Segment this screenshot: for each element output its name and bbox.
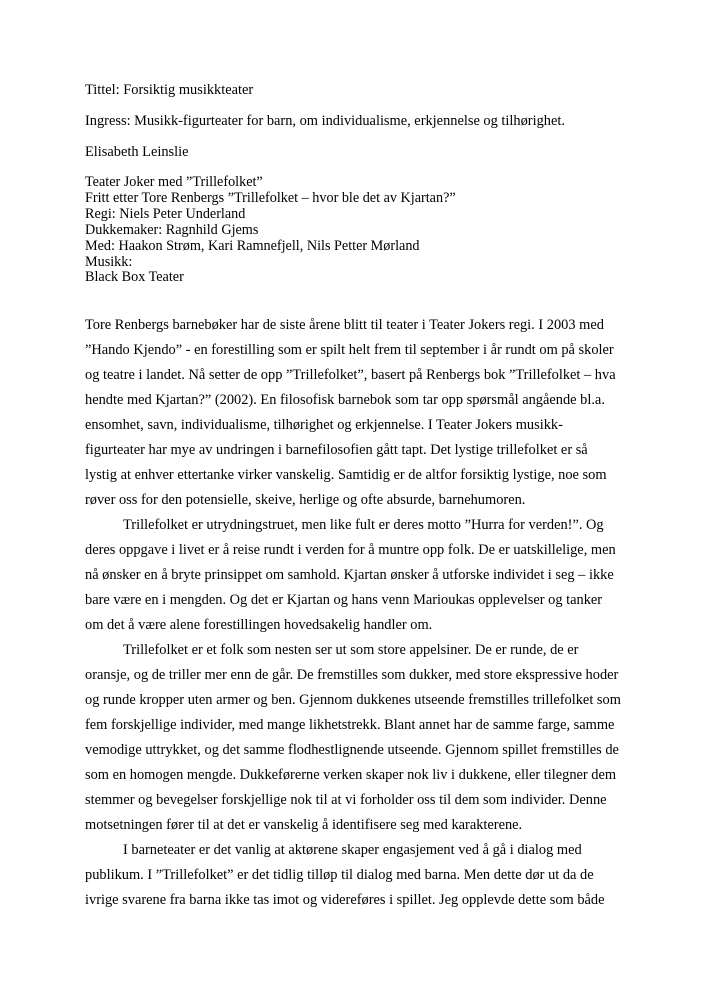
document-title-line: Tittel: Forsiktig musikkteater bbox=[85, 82, 254, 98]
credit-line-cast: Med: Haakon Strøm, Kari Ramnefjell, Nils Petter Mørland bbox=[85, 237, 420, 254]
document-ingress-line: Ingress: Musikk-figurteater for barn, om individualisme, erkjennelse og tilhørighet. bbox=[85, 113, 565, 129]
credit-line-music: Musikk: bbox=[85, 253, 133, 270]
author-line: Elisabeth Leinslie bbox=[85, 144, 189, 160]
credits-block bbox=[85, 175, 622, 286]
article-body bbox=[85, 313, 622, 913]
body-paragraph-3: Trillefolket er et folk som nesten ser ut som store appelsiner. De er runde, de er oransje, og de triller mer enn de går. De fremstilles som dukker, med store ekspressive hoder og runde kropper uten armer og ben. Gjennom dukkenes utseende fremstilles trillefolket som fem forskjellige individer, med mange likhetstrekk. Blant annet har de samme farge, samme vemodige uttrykket, og det samme flodhestlignende utseende. Gjennom spillet fremstilles de som en homogen mengde. Dukkeførerne verken skaper nok liv i dukkene, eller tilegner dem stemmer og bevegelser forskjellige nok til at vi forholder oss til dem som individer. Denne motsetningen fører til at det er vanskelig å identifisere seg med karakterene. bbox=[85, 642, 621, 834]
credit-line-production: Teater Joker med ”Trillefolket” bbox=[85, 174, 263, 190]
credit-line-puppetmaker: Dukkemaker: Ragnhild Gjems bbox=[85, 221, 259, 238]
body-paragraph-4: I barneteater er det vanlig at aktørene skaper engasjement ved å gå i dialog med publikum. I ”Trillefolket” er det tidlig tilløp til dialog med barna. Men dette dør ut da de ivrige svarene fra barna ikke tas imot og videreføres i spillet. Jeg opplevde dette som både bbox=[85, 842, 605, 909]
credit-line-source: Fritt etter Tore Renbergs ”Trillefolket – hvor ble det av Kjartan?” bbox=[85, 189, 456, 206]
body-paragraph-1: Tore Renbergs barnebøker har de siste årene blitt til teater i Teater Jokers regi. I 2003 med ”Hando Kjendo” - en forestilling som er spilt helt frem til september i år rundt om på skoler og teatre i landet. Nå setter de opp ”Trillefolket”, basert på Renbergs bok ”Trillefolket – hva hendte med Kjartan?” (2002). En filosofisk barnebok som tar opp spørsmål angående bl.a. ensomhet, savn, individualisme, tilhørighet og erkjennelse. I Teater Jokers musikk-figurteater har mye av undringen i barnefilosofien gått tapt. Det lystige trillefolket er så lystig at enhver ettertanke virker vanskelig. Samtidig er de altfor forsiktig lystige, noe som røver oss for den potensielle, skeive, herlige og ofte absurde, barnehumoren. bbox=[85, 317, 616, 509]
credit-line-venue: Black Box Teater bbox=[85, 269, 184, 286]
body-paragraph-2: Trillefolket er utrydningstruet, men like fult er deres motto ”Hurra for verden!”. Og deres oppgave i livet er å reise rundt i verden for å muntre opp folk. De er uatskillelige, men nå ønsker en å bryte prinsippet om samhold. Kjartan ønsker å utforske individet i seg – ikke bare være en i mengden. Og det er Kjartan og hans venn Marioukas opplevelser og tanker om det å være alene forestillingen hovedsakelig handler om. bbox=[85, 517, 616, 634]
credit-line-director: Regi: Niels Peter Underland bbox=[85, 205, 246, 222]
